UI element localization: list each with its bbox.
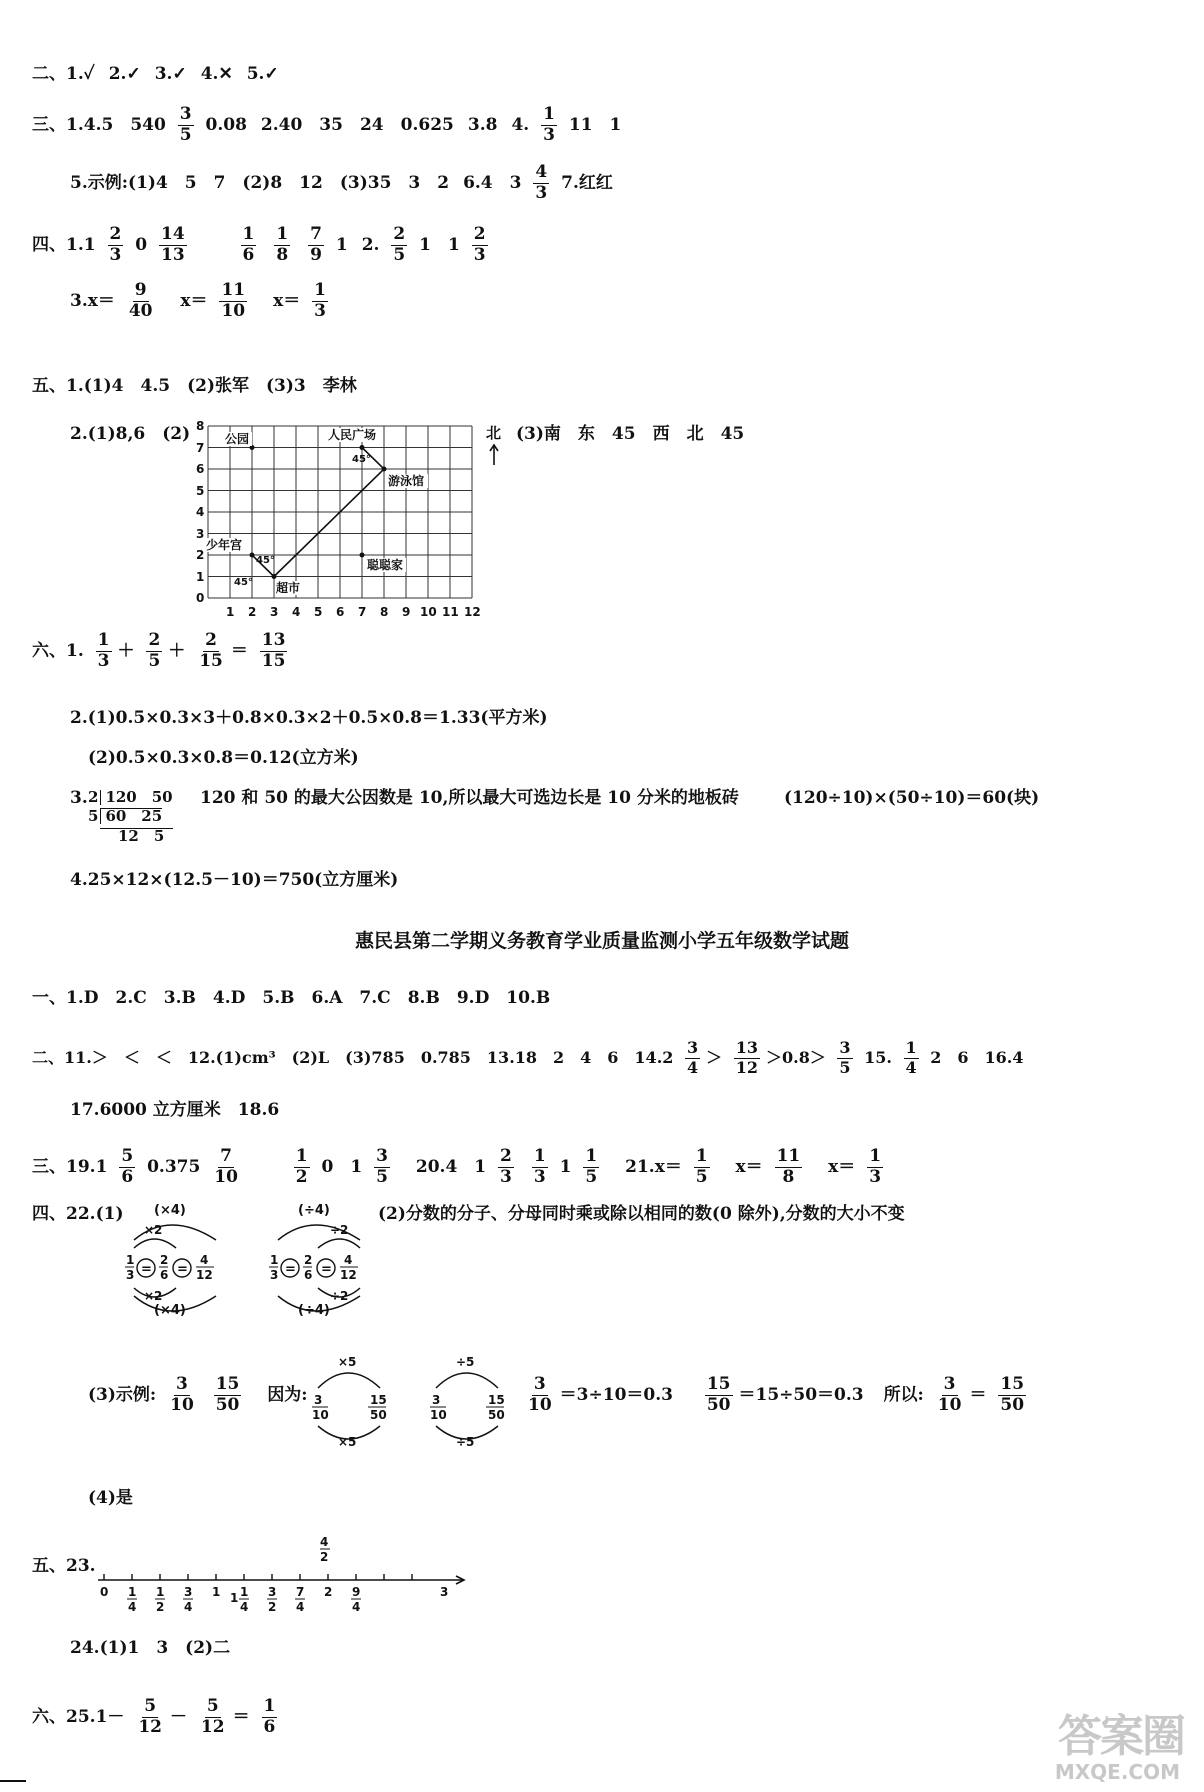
p2-sec2-line2: 17.6000 立方厘米 18.6	[70, 1100, 280, 1120]
place-dot	[360, 553, 365, 558]
fraction-diagram-multiply	[120, 1200, 230, 1316]
sec5-line1: 五、1.(1)4 4.5 (2)张军 (3)3 李林	[32, 376, 357, 396]
sec6-line5: 4.25×12×(12.5－10)＝750(立方厘米)	[70, 870, 399, 890]
p2-sec1: 一、1.D 2.C 3.B 4.D 5.B 6.A 7.C 8.B 9.D 10.B	[32, 988, 551, 1008]
angle-label: 45°	[234, 577, 253, 588]
fraction: $\frac{1}{3}$	[543, 104, 555, 145]
place-label: 少年宫	[206, 538, 243, 552]
svg-text:3: 3	[126, 1268, 135, 1282]
p2-sec4-line2: (2)分数的分子、分母同时乘或除以相同的数(0 除外),分数的大小不变	[378, 1204, 905, 1224]
nl-label: 0	[100, 1585, 109, 1599]
svg-text:=: =	[321, 1262, 332, 1277]
place-dot	[382, 467, 387, 472]
sec3-line1: 三、1.4.5 540 $\frac{3}{5}$ 0.08 2.40 35 24 0.625 3.8 4. $\frac{1}{3}$ 11 1	[32, 104, 622, 145]
place-label: 聪聪家	[367, 558, 404, 572]
svg-text:(×4): (×4)	[154, 1203, 186, 1218]
svg-text:12: 12	[196, 1268, 213, 1282]
p2-sec4-label: 四、22.(1)	[32, 1204, 124, 1224]
sec5-line2b: (3)南 东 45 西 北 45	[516, 424, 745, 444]
svg-text:4: 4	[184, 1600, 193, 1614]
p2-sec6: 六、25.1－ $\frac{5}{12}$ － $\frac{5}{12}$ ＝ $\frac{1}{6}$	[32, 1696, 276, 1737]
place-label: 公园	[225, 432, 250, 446]
sec2-line: 二、1.✓ 2.✓ 3.✓ 4.✕ 5.✓	[32, 64, 279, 84]
angle-labels	[234, 454, 371, 588]
x-tick: 5	[314, 605, 323, 619]
svg-text:×5: ×5	[338, 1435, 357, 1448]
place-labels	[206, 427, 428, 595]
sec6-q3-label: 3.	[70, 788, 88, 808]
svg-text:×2: ×2	[144, 1223, 163, 1237]
svg-text:=: =	[141, 1262, 152, 1277]
p2-sec5-label: 五、23.	[32, 1556, 96, 1576]
svg-text:15: 15	[488, 1393, 505, 1407]
y-tick: 2	[196, 548, 205, 562]
sec6-line3: (2)0.5×0.3×0.8＝0.12(立方米)	[88, 748, 359, 768]
svg-text:×2: ×2	[144, 1289, 163, 1303]
divide-five-diagram	[426, 1352, 512, 1448]
svg-text:2: 2	[268, 1600, 277, 1614]
place-label: 人民广场	[328, 428, 377, 442]
x-tick: 2	[248, 605, 257, 619]
svg-text:2: 2	[156, 1600, 165, 1614]
p2-sec4-line4: (4)是	[88, 1488, 133, 1508]
svg-text:4: 4	[344, 1253, 353, 1267]
nl-label: 3	[440, 1585, 449, 1599]
svg-text:4: 4	[352, 1600, 361, 1614]
x-tick: 7	[358, 605, 367, 619]
x-tick: 3	[270, 605, 279, 619]
y-tick: 3	[196, 527, 205, 541]
north-label: 北	[486, 424, 502, 442]
y-ticks	[196, 419, 204, 605]
svg-text:3: 3	[314, 1393, 323, 1407]
y-tick: 5	[196, 484, 205, 498]
svg-text:4: 4	[296, 1600, 305, 1614]
x-tick: 6	[336, 605, 345, 619]
svg-text:=: =	[285, 1262, 296, 1277]
sec3-line2: 5.示例:(1)4 5 7 (2)8 12 (3)35 3 2 6.4 3 $\frac{4}{3}$ 7.红红	[70, 162, 613, 203]
svg-text:3: 3	[268, 1585, 277, 1599]
svg-text:1: 1	[156, 1585, 165, 1599]
svg-text:(÷4): (÷4)	[298, 1203, 330, 1218]
sec6-q3-calc: (120÷10)×(50÷10)＝60(块)	[784, 788, 1040, 808]
fraction: $\frac{4}{3}$	[535, 162, 548, 203]
svg-text:1: 1	[230, 1591, 239, 1605]
svg-text:3: 3	[432, 1393, 441, 1407]
sec6-line2: 2.(1)0.5×0.3×3＋0.8×0.3×2＋0.5×0.8＝1.33(平方米)	[70, 708, 548, 728]
p2-sec5-line2: 24.(1)1 3 (2)二	[70, 1638, 231, 1658]
fraction: $\frac{3}{5}$	[179, 104, 192, 145]
nl-top-label: 4	[320, 1535, 329, 1549]
angle-label: 45°	[352, 454, 371, 465]
svg-text:2: 2	[160, 1253, 169, 1267]
sec4-line2: 3.x＝ $\frac{9}{40}$ x＝ $\frac{11}{10}$ x＝ $\frac{1}{3}$	[70, 280, 326, 321]
p2-sec4-line3b: $\frac{3}{10}$ ＝3÷10＝0.3 $\frac{15}{50}$ ＝15÷50＝0.3 所以: $\frac{3}{10}$ ＝ $\frac{15}{50}$	[528, 1374, 1025, 1415]
svg-text:÷2: ÷2	[330, 1289, 349, 1303]
p2-sec3: 三、19.1 $\frac{5}{6}$ 0.375 $\frac{7}{10}$ $\frac{1}{2}$ 0 1 $\frac{3}{5}$ 20.4 1 $\frac{2}{3}$ $\frac{1}{3}$ 1 $\frac{1}{5}$ 21.x＝ $\frac{1}{5}$ x＝ $\frac{11}{8}$ x＝ $\frac{1}{3}$	[32, 1146, 882, 1187]
x-tick: 11	[442, 605, 459, 619]
svg-text:÷5: ÷5	[456, 1355, 475, 1369]
place-label: 超市	[276, 581, 301, 595]
watermark-url: MXQE.COM	[1054, 1760, 1180, 1784]
svg-text:10: 10	[430, 1408, 447, 1422]
nl-label: 2	[324, 1585, 333, 1599]
x-tick: 4	[292, 605, 301, 619]
north-arrow-icon	[487, 443, 501, 467]
y-tick: 6	[196, 462, 205, 476]
place-dot	[250, 553, 255, 558]
svg-text:6: 6	[304, 1268, 313, 1282]
svg-text:12: 12	[340, 1268, 357, 1282]
svg-text:(÷4): (÷4)	[298, 1303, 330, 1316]
sec6-line1: 六、1. $\frac{1}{3}$ ＋ $\frac{2}{5}$ ＋ $\frac{2}{15}$ ＝ $\frac{13}{15}$	[32, 630, 286, 671]
svg-text:=: =	[177, 1262, 188, 1277]
place-dot	[272, 574, 277, 579]
svg-text:1: 1	[240, 1585, 249, 1599]
x-tick: 9	[402, 605, 411, 619]
svg-text:3: 3	[184, 1585, 193, 1599]
svg-text:50: 50	[488, 1408, 505, 1422]
svg-text:4: 4	[200, 1253, 209, 1267]
svg-text:4: 4	[240, 1600, 249, 1614]
svg-text:(×4): (×4)	[154, 1303, 186, 1316]
place-dot	[360, 445, 365, 450]
svg-text:×5: ×5	[338, 1355, 357, 1369]
svg-text:3: 3	[270, 1268, 279, 1282]
x-tick: 10	[420, 605, 437, 619]
nl-label: 1	[212, 1585, 221, 1599]
svg-text:1: 1	[126, 1253, 135, 1267]
x-ticks	[226, 605, 481, 619]
short-division: 2 120 50 5 60 25 12 5	[88, 788, 173, 845]
sec4-line1: 四、1.1 $\frac{2}{3}$ 0 $\frac{14}{13}$ $\frac{1}{6}$ $\frac{1}{8}$ $\frac{7}{9}$ 1 2. $\frac{2}{5}$ 1 1 $\frac{2}{3}$	[32, 224, 486, 265]
svg-text:7: 7	[296, 1585, 305, 1599]
svg-text:6: 6	[160, 1268, 169, 1282]
y-tick: 1	[196, 570, 205, 584]
svg-text:15: 15	[370, 1393, 387, 1407]
x-tick: 8	[380, 605, 389, 619]
svg-text:2: 2	[320, 1550, 329, 1564]
svg-text:÷5: ÷5	[456, 1435, 475, 1448]
svg-text:10: 10	[312, 1408, 329, 1422]
p2-sec4-line3: (3)示例: $\frac{3}{10}$ $\frac{15}{50}$ 因为:	[88, 1374, 308, 1415]
x-tick: 12	[464, 605, 481, 619]
x-tick: 1	[226, 605, 235, 619]
svg-text:9: 9	[352, 1585, 361, 1599]
y-tick: 8	[196, 419, 205, 433]
page-edge-mark	[0, 1780, 26, 1782]
svg-text:4: 4	[128, 1600, 137, 1614]
svg-text:÷2: ÷2	[330, 1223, 349, 1237]
svg-text:2: 2	[304, 1253, 313, 1267]
place-label: 游泳馆	[388, 474, 425, 488]
y-tick: 4	[196, 505, 205, 519]
svg-text:50: 50	[370, 1408, 387, 1422]
sec6-q3-text: 120 和 50 的最大公因数是 10,所以最大可选边长是 10 分米的地板砖	[200, 788, 739, 808]
coordinate-grid	[186, 418, 486, 620]
y-tick: 7	[196, 441, 205, 455]
multiply-five-diagram	[308, 1352, 394, 1448]
watermark-logo: 答案圈	[1058, 1711, 1184, 1762]
angle-label: 45°	[256, 555, 275, 566]
svg-text:1: 1	[270, 1253, 279, 1267]
p2-sec2: 二、11.＞ ＜ ＜ 12.(1)cm³ (2)L (3)785 0.785 13.18 2 4 6 14.2 $\frac{3}{4}$ ＞ $\frac{13}{12}$ ＞0.8＞ $\frac{3}{5}$ 15. $\frac{1}{4}$ 2 6 16.4	[32, 1038, 1024, 1077]
number-line	[94, 1530, 474, 1630]
fraction-diagram-divide	[264, 1200, 374, 1316]
exam-title: 惠民县第二学期义务教育学业质量监测小学五年级数学试题	[354, 930, 849, 952]
y-tick: 0	[196, 591, 205, 605]
sec5-line2a: 2.(1)8,6 (2)	[70, 424, 191, 444]
svg-text:1: 1	[128, 1585, 137, 1599]
